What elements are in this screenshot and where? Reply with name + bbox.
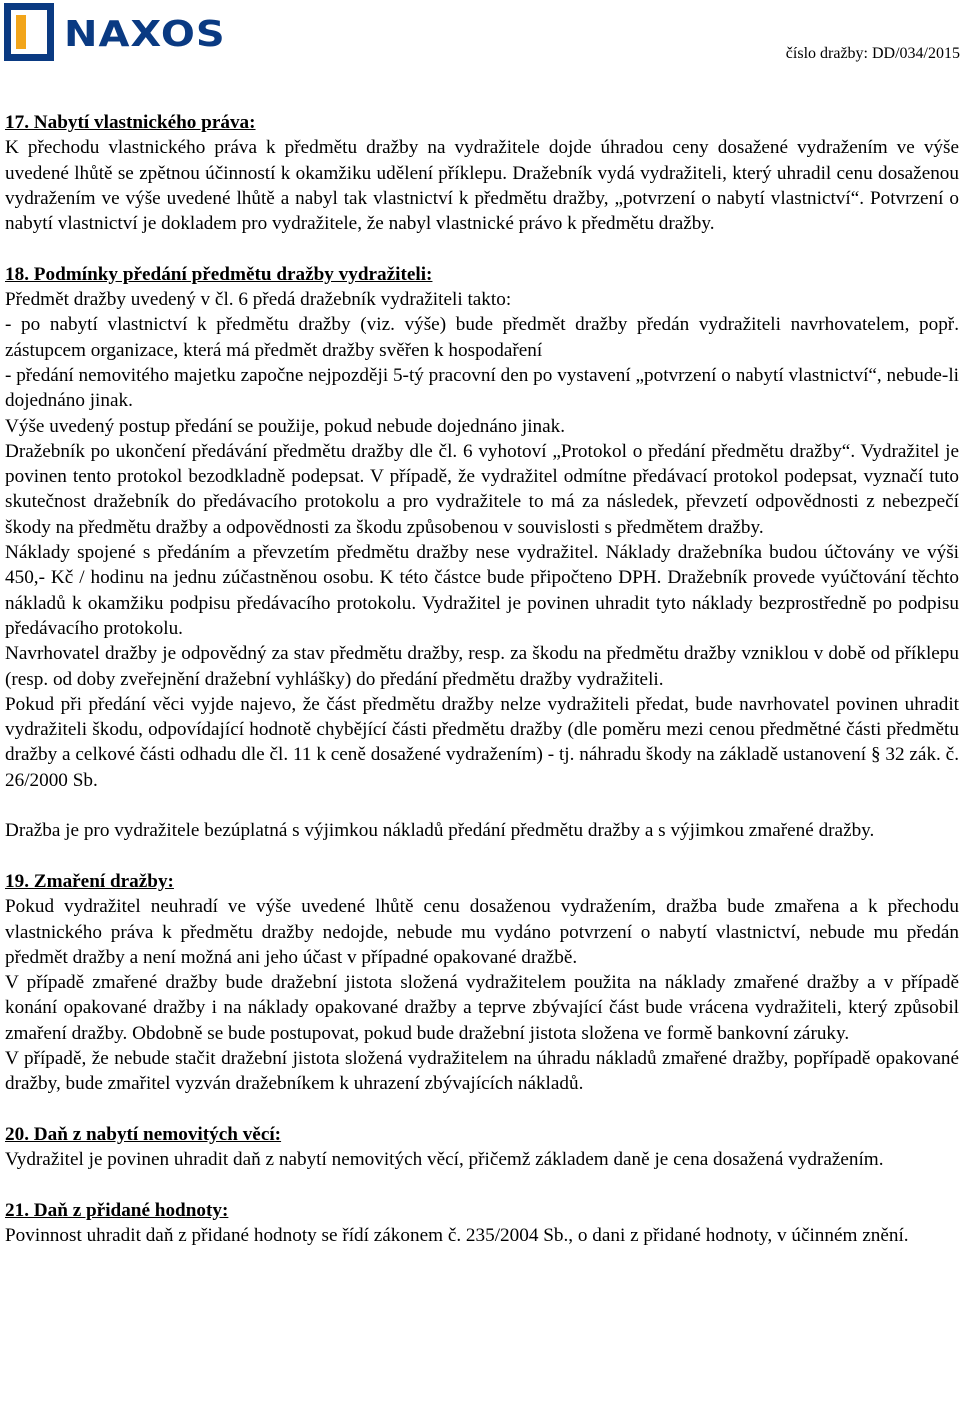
- list-item: - po nabytí vlastnictví k předmětu dražby (viz. výše) bude předmět dražby předán vydražiteli navrhovatelem, popř. zástupcem organizace, která má předmět dražby svěřen k hospodaření: [5, 314, 959, 361]
- paragraph: Pokud vydražitel neuhradí ve výše uvedené lhůtě cenu dosaženou vydražením, dražba bude zmařena a k přechodu vlastnického práva k předmětu dražby nedojde, nebude mu vydáno potvrzení o nabytí vlastnictví, nebude mu předán předmět dražby a není možná ani jeho účast v případné opakované dražbě.: [5, 896, 959, 968]
- section-heading: 17. Nabytí vlastnického práva:: [5, 112, 256, 133]
- section-heading: 20. Daň z nabytí nemovitých věcí:: [5, 1123, 282, 1145]
- page-header: [0, 0, 960, 72]
- section-heading: 21. Daň z přidané hodnoty:: [5, 1199, 229, 1221]
- paragraph: Povinnost uhradit daň z přidané hodnoty se řídí zákonem č. 235/2004 Sb., o dani z přidané hodnoty, v účinném znění.: [5, 1225, 909, 1247]
- paragraph: Náklady spojené s předáním a převzetím předmětu dražby nese vydražitel. Náklady dražebníka budou účtovány ve výši 450,- Kč / hodinu na jednu zúčastněnou osobu. K této částce bude připočteno DPH. Dražebník provede vyúčtování těchto nákladů k okamžiku podpisu předávacího protokolu. Vydražitel je povinen uhradit tyto náklady bezprostředně po podpisu předávacího protokolu.: [5, 542, 959, 639]
- section-18: [5, 262, 959, 844]
- naxos-logo: [4, 3, 226, 61]
- paragraph: Vydražitel je povinen uhradit daň z nabytí nemovitých věcí, přičemž základem daně je cena dosažená vydražením.: [5, 1149, 884, 1171]
- paragraph: Předmět dražby uvedený v čl. 6 předá dražebník vydražiteli takto:: [5, 289, 512, 311]
- section-17: [5, 110, 959, 236]
- section-heading: 18. Podmínky předání předmětu dražby vydražiteli:: [5, 263, 433, 285]
- section-19: [5, 869, 959, 1097]
- paragraph: Dražebník po ukončení předávání předmětu dražby dle čl. 6 vyhotoví „Protokol o předání předmětu dražby“. Vydražitel je povinen tento protokol bezodkladně podepsat. V případě, že vydražitel odmítne předávací protokol podepsat, vyznačí tuto skutečnost dražebník do předávacího protokolu a pro vydražitele to má za následek, převzetí odpovědnosti z nebezpečí škody na předmětu dražby a odpovědnosti za škodu způsobenou v souvislosti s předmětem dražby.: [5, 440, 959, 538]
- paragraph: Navrhovatel dražby je odpovědný za stav předmětu dražby, resp. za škodu na předmětu dražby vzniklou v době od příklepu (resp. od doby zveřejnění dražební vyhlášky) do předání předmětu dražby vydražiteli.: [5, 643, 959, 690]
- paragraph: Dražba je pro vydražitele bezúplatná s výjimkou nákladů předání předmětu dražby a s výjimkou zmařené dražby.: [5, 820, 875, 842]
- document-body: [5, 110, 959, 1248]
- paragraph: Pokud při předání věci vyjde najevo, že část předmětu dražby nelze vydražiteli předat, bude navrhovatel povinen uhradit vydražiteli škodu, odpovídající hodnotě chybějící části předmětu dražby (dle poměru mezi cenou předmětné části předmětu dražby a celkové části odhadu dle čl. 11 k ceně dosažené vydražením) - tj. náhradu škody na základě ustanovení § 32 zák. č. 26/2000 Sb.: [5, 693, 959, 791]
- paragraph: V případě zmařené dražby bude dražební jistota složená vydražitelem použita na náklady zmařené dražby a v případě konání opakované dražby i na náklady opakované dražby a teprve zbývající část bude vrácena vydražiteli, který způsobil zmaření dražby. Obdobně se bude postupovat, pokud bude dražební jistota složena ve formě bankovní záruky.: [5, 972, 959, 1044]
- naxos-bracket-logo-icon: [4, 3, 54, 61]
- logo-wordmark: NAXOS: [64, 14, 226, 55]
- paragraph: K přechodu vlastnického práva k předmětu dražby na vydražitele dojde úhradou ceny dosažené vydražením ve výše uvedené lhůtě se zpětnou účinností k okamžiku udělení příklepu. Dražebník vydá vydražiteli, který uhradil cenu dosaženou vydražením ve výše uvedené lhůtě a nabyl tak vlastnictví k předmětu dražby, „potvrzení o nabytí vlastnictví“. Potvrzení o nabytí vlastnictví je dokladem pro vydražitele, že nabyl vlastnické právo k předmětu dražby.: [5, 137, 959, 235]
- auction-number: číslo dražby: DD/034/2015: [785, 45, 960, 62]
- section-20: [5, 1122, 959, 1173]
- paragraph: Výše uvedený postup předání se použije, pokud nebude dojednáno jinak.: [5, 415, 566, 437]
- section-21: [5, 1198, 959, 1249]
- list-item: - předání nemovitého majetku započne nejpozději 5-tý pracovní den po vystavení „potvrzení o nabytí vlastnictví“, nebude-li dojednáno jinak.: [5, 364, 959, 412]
- section-heading: 19. Zmaření dražby:: [5, 870, 174, 892]
- paragraph: V případě, že nebude stačit dražební jistota složená vydražitelem na úhradu nákladů zmařené dražby, popřípadě opakované dražby, bude zmařitel vyzván dražebníkem k uhrazení zbývajících nákladů.: [5, 1047, 959, 1095]
